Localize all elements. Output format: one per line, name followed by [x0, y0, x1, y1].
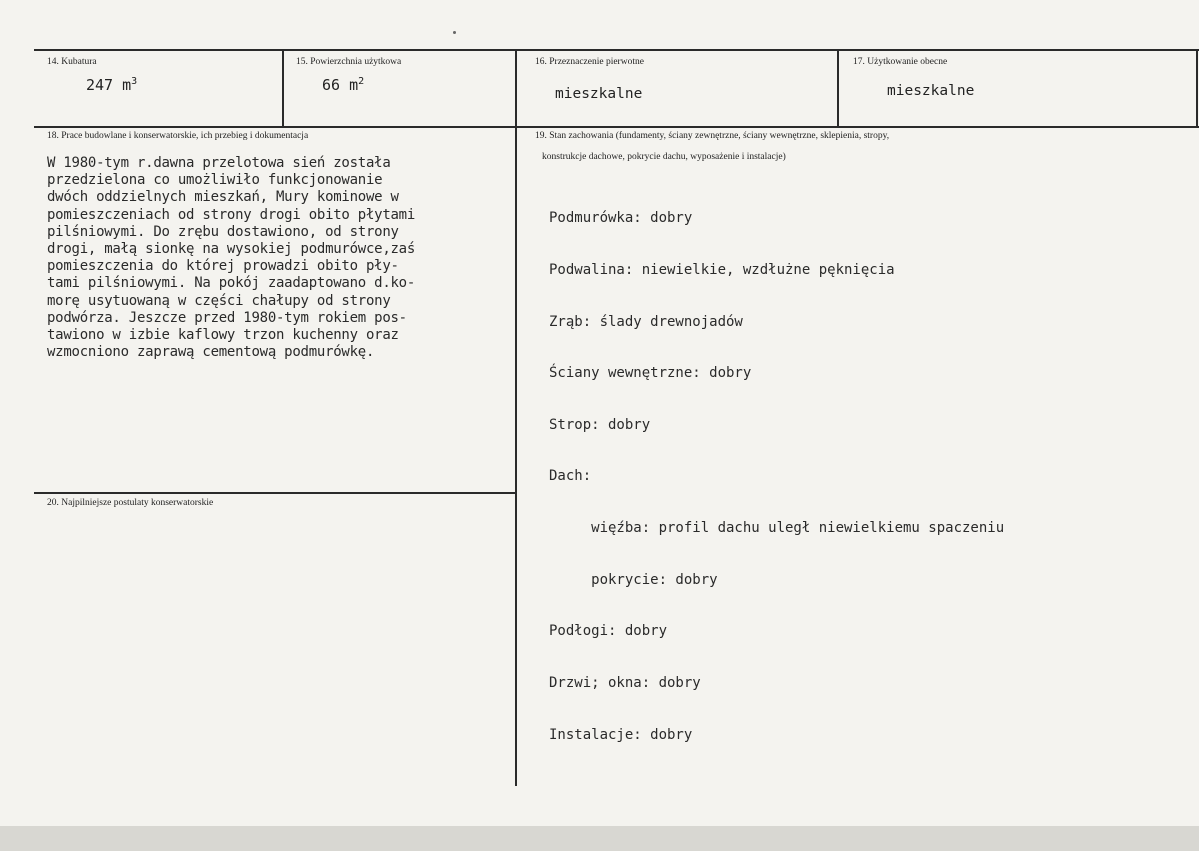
field-15-label: 15. Powierzchnia użytkowa: [296, 57, 402, 67]
scan-bottom-strip: [0, 826, 1199, 851]
field-19-text: [549, 176, 1004, 778]
text-line: więźba: profil dachu uległ niewielkiemu spaczeniu: [549, 520, 1005, 537]
text-line: Podmurówka: dobry: [549, 210, 693, 227]
text-line: Drzwi; okna: dobry: [549, 674, 701, 691]
powierzchnia-unit-exponent: 2: [358, 76, 365, 87]
punch-dot: [453, 31, 456, 34]
text-line: podwórza. Jeszcze przed 1980-tym rokiem pos-: [47, 309, 407, 326]
text-line: wzmocniono zaprawą cementową podmurówkę.: [47, 344, 375, 361]
powierzchnia-value: 66 m: [322, 76, 359, 94]
field-15-value: [322, 76, 364, 94]
text-line: Ściany wewnętrzne: dobry: [549, 365, 752, 382]
text-line: pilśniowymi. Do zrębu dostawiono, od strony: [47, 223, 399, 240]
text-line: tami pilśniowymi. Na pokój zaadaptowano d.ko-: [47, 275, 416, 292]
text-line: drogi, małą sionkę na wysokiej podmurówce,zaś: [47, 241, 416, 258]
text-line: dwóch oddzielnych mieszkań, Mury kominowe w: [47, 189, 399, 206]
row1-bottom-rule: [34, 126, 1199, 128]
field-14-label: 14. Kubatura: [47, 57, 97, 67]
field-17-value: mieszkalne: [887, 83, 975, 99]
text-line: Instalacje: dobry: [549, 726, 693, 743]
text-line: Podwalina: niewielkie, wzdłużne pęknięcia: [549, 262, 895, 279]
text-line: przedzielona co umożliwiło funkcjonowanie: [47, 172, 383, 189]
text-line: pokrycie: dobry: [549, 571, 718, 588]
col-divider-1: [282, 49, 284, 128]
field-17-label: 17. Użytkowanie obecne: [853, 57, 948, 67]
text-line: Podłogi: dobry: [549, 623, 668, 640]
text-line: morę usytuowaną w części chałupy od strony: [47, 292, 391, 309]
field-19-label-line2: konstrukcje dachowe, pokrycie dachu, wyposażenie i instalacje): [542, 152, 786, 162]
row2-left-bottom-rule: [34, 492, 516, 494]
right-edge-rule: [1196, 49, 1198, 128]
text-line: Zrąb: ślady drewnojadów: [549, 313, 743, 330]
col-divider-2: [515, 49, 517, 786]
text-line: W 1980-tym r.dawna przelotowa sień została: [47, 155, 391, 171]
top-rule: [34, 49, 1199, 51]
text-line: pomieszczenia do której prowadzi obito pły-: [47, 258, 399, 275]
field-18-label: 18. Prace budowlane i konserwatorskie, ich przebieg i dokumentacja: [47, 131, 309, 141]
field-16-label: 16. Przeznaczenie pierwotne: [535, 57, 644, 67]
text-line: tawiono w izbie kaflowy trzon kuchenny oraz: [47, 327, 399, 344]
kubatura-value: 247 m: [86, 76, 132, 94]
kubatura-unit-exponent: 3: [131, 76, 138, 87]
field-16-value: mieszkalne: [555, 86, 643, 102]
field-20-label: 20. Najpilniejsze postulaty konserwatorskie: [47, 498, 214, 508]
text-line: pomieszczeniach od strony drogi obito płytami: [47, 206, 416, 223]
field-18-text: [47, 155, 415, 361]
text-line: Dach:: [549, 468, 592, 485]
field-14-value: [86, 76, 137, 94]
field-19-label-line1: 19. Stan zachowania (fundamenty, ściany zewnętrzne, ściany wewnętrzne, sklepienia, stropy,: [535, 131, 890, 141]
text-line: Strop: dobry: [549, 416, 651, 433]
col-divider-3: [837, 49, 839, 128]
